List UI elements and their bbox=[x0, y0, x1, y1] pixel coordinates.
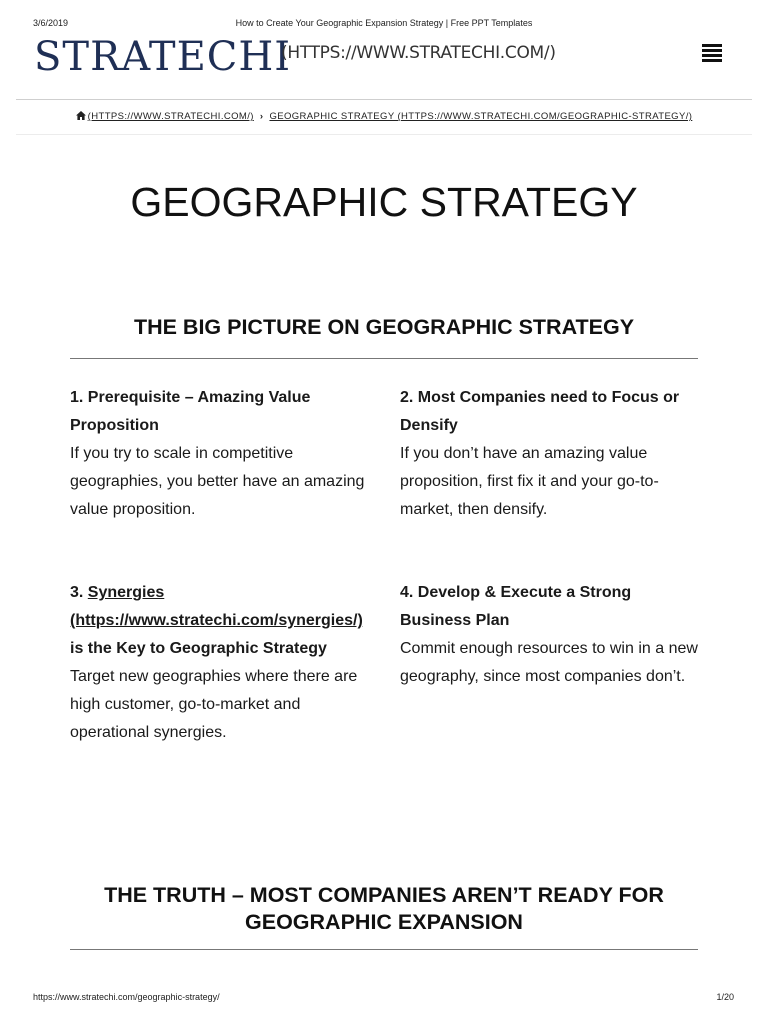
point-title: 2. Most Companies need to Focus or Densify bbox=[400, 389, 680, 434]
section-divider bbox=[70, 358, 698, 359]
breadcrumb-home-label: (HTTPS://WWW.STRATECHI.COM/) bbox=[87, 111, 254, 122]
point-card-4 bbox=[400, 579, 700, 691]
section-heading-truth: THE TRUTH – MOST COMPANIES AREN’T READY FOR GEOGRAPHIC EXPANSION bbox=[104, 883, 664, 934]
breadcrumb-current[interactable]: GEOGRAPHIC STRATEGY (HTTPS://WWW.STRATECHI.COM/GEOGRAPHIC-STRATEGY/) bbox=[269, 111, 693, 122]
section-heading-big-picture: THE BIG PICTURE ON GEOGRAPHIC STRATEGY bbox=[133, 315, 635, 339]
print-footer-url: https://www.stratechi.com/geographic-strategy/ bbox=[33, 992, 220, 1002]
point-body: If you try to scale in competitive geographies, you better have an amazing value proposition. bbox=[70, 445, 365, 518]
point-title-prefix: 3. bbox=[70, 584, 88, 601]
site-logo[interactable]: STRATECHI bbox=[34, 34, 292, 80]
point-body: If you don’t have an amazing value proposition, first fix it and your go-to-market, then densify. bbox=[400, 445, 659, 518]
hamburger-menu-icon[interactable] bbox=[702, 44, 722, 62]
point-card-2 bbox=[400, 384, 700, 524]
print-page-title: How to Create Your Geographic Expansion Strategy | Free PPT Templates bbox=[235, 18, 533, 28]
point-card-1 bbox=[70, 384, 370, 524]
site-header bbox=[0, 34, 768, 96]
point-card-3 bbox=[70, 579, 370, 747]
print-header bbox=[0, 18, 768, 32]
point-title-suffix: is the Key to Geographic Strategy bbox=[70, 640, 327, 657]
point-body: Commit enough resources to win in a new geography, since most companies don’t. bbox=[400, 640, 698, 685]
point-title bbox=[70, 579, 370, 663]
synergies-link-url[interactable]: (https://www.stratechi.com/synergies/) bbox=[70, 612, 363, 629]
breadcrumb-divider bbox=[16, 134, 752, 135]
page-title: GEOGRAPHIC STRATEGY bbox=[130, 179, 638, 225]
point-body: Target new geographies where there are high customer, go-to-market and operational synergies. bbox=[70, 668, 358, 741]
chevron-right-icon: › bbox=[259, 111, 264, 122]
point-title: 1. Prerequisite – Amazing Value Proposition bbox=[70, 389, 311, 434]
section-divider bbox=[70, 949, 698, 950]
synergies-link[interactable]: Synergies bbox=[87, 584, 165, 601]
print-date: 3/6/2019 bbox=[33, 18, 69, 28]
print-page-number: 1/20 bbox=[716, 992, 734, 1002]
breadcrumb bbox=[0, 111, 768, 123]
logo-url[interactable]: (HTTPS://WWW.STRATECHI.COM/) bbox=[281, 43, 556, 63]
header-divider bbox=[16, 99, 752, 100]
point-title: 4. Develop & Execute a Strong Business Plan bbox=[400, 584, 632, 629]
breadcrumb-home-link[interactable] bbox=[76, 111, 254, 122]
home-icon bbox=[76, 111, 86, 123]
